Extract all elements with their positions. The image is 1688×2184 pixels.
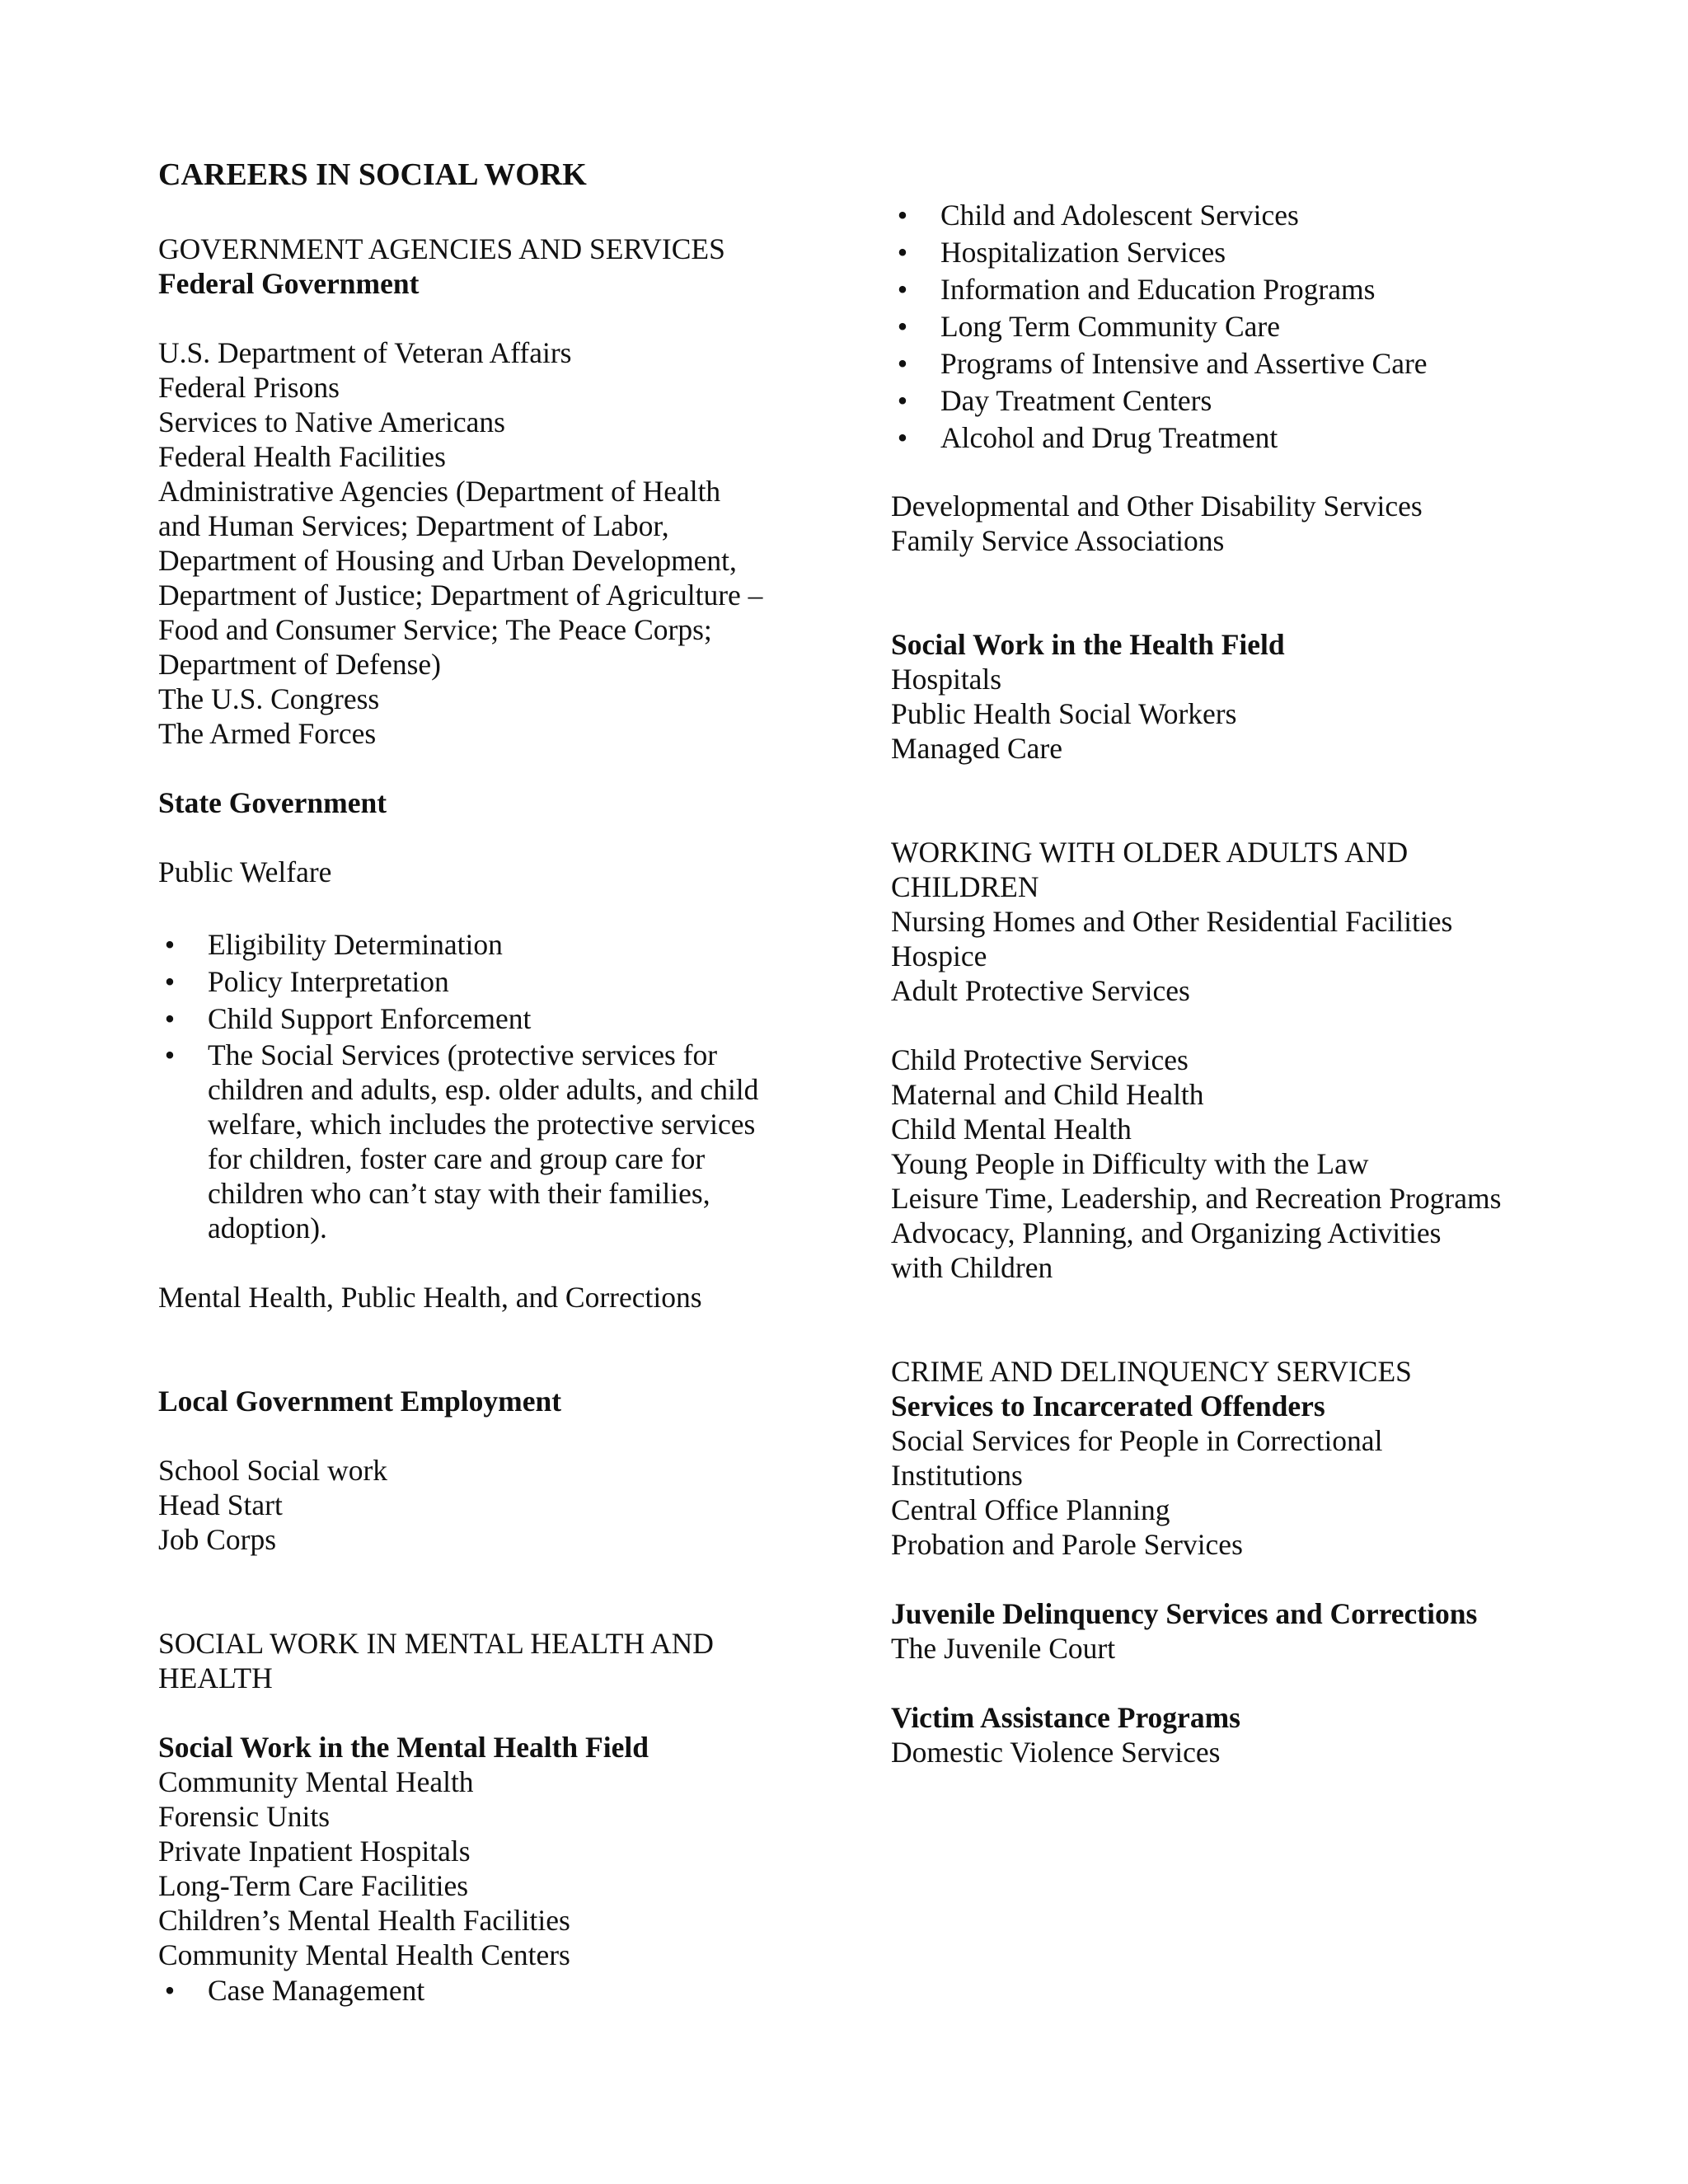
list-item: Child Protective Services [891,1043,1189,1076]
subsection-heading: Juvenile Delinquency Services and Corrections [891,1597,1478,1630]
list-item: The Juvenile Court [891,1632,1116,1665]
victim-section [891,1700,1240,1769]
juvenile-section [891,1596,1477,1666]
list-item: Federal Prisons [158,371,340,404]
government-section [158,232,725,301]
list-item: Leisure Time, Leadership, and Recreation Programs [891,1182,1502,1215]
list-item: Community Mental Health Centers [158,1938,570,1971]
mental-health-section-heading: SOCIAL WORK IN MENTAL HEALTH AND HEALTH [158,1627,714,1694]
list-item: Department of Housing and Urban Development, [158,544,737,577]
public-welfare: Public Welfare [158,855,332,888]
list-item: Central Office Planning [891,1493,1170,1526]
list-item: The Armed Forces [158,717,377,750]
bullet-icon: • [164,928,176,961]
bullet-item: • Child Support Enforcement [158,1001,758,1038]
subsection-heading: Services to Incarcerated Offenders [891,1390,1325,1422]
list-item: with Children [891,1251,1053,1284]
local-heading: Local Government Employment [158,1385,562,1418]
bullet-item: • The Social Services (protective services for children and adults, esp. older adults, and child welfare, which includes the protective services for children, foster care and group care for children who can’t stay with their families, adoption). [158,1038,758,1245]
bullet-item: • Case Management [158,1972,424,2009]
list-item: Long-Term Care Facilities [158,1869,469,1902]
list-item: Nursing Homes and Other Residential Facilities [891,905,1453,938]
list-item: Food and Consumer Service; The Peace Corps; [158,613,712,646]
bullet-item: • Day Treatment Centers [891,382,1428,419]
list-item: Child Mental Health [891,1113,1132,1146]
bullet-icon: • [897,236,908,269]
bullet-item: • Policy Interpretation [158,963,758,1001]
list-item: Services to Native Americans [158,405,505,438]
list-item: Adult Protective Services [891,974,1190,1007]
bullet-item: • Hospitalization Services [891,234,1428,271]
list-item: Maternal and Child Health [891,1078,1204,1111]
bullet-icon: • [164,1974,176,2007]
children-list [891,1043,1501,1285]
list-item: The U.S. Congress [158,682,380,715]
section-heading: GOVERNMENT AGENCIES AND SERVICES [158,232,725,265]
disability-family-list [891,489,1423,558]
bullet-icon: • [897,310,908,343]
bullet-icon: • [164,965,176,998]
subsection-heading: Social Work in the Mental Health Field [158,1731,649,1764]
list-item: Head Start [158,1488,283,1521]
list-item: Job Corps [158,1523,277,1556]
list-item: Family Service Associations [891,524,1225,557]
mental-health-bullet-list [891,197,1428,457]
bullet-icon: • [897,384,908,417]
bullet-item: • Information and Education Programs [891,271,1428,308]
federal-list [158,335,762,751]
older-adults-section [891,835,1452,1008]
page-title: CAREERS IN SOCIAL WORK [158,157,587,192]
list-item: Children’s Mental Health Facilities [158,1904,570,1937]
bullet-icon: • [897,347,908,380]
bullet-icon: • [164,1002,176,1035]
section-heading: CRIME AND DELINQUENCY SERVICES [891,1355,1412,1388]
list-item: Department of Defense) [158,648,442,681]
bullet-item: • Child and Adolescent Services [891,197,1428,234]
section-heading: CHILDREN [891,870,1039,903]
bullet-item: • Eligibility Determination [158,926,758,963]
bullet-icon: • [897,421,908,454]
case-management-list [158,1972,424,2009]
list-item: Private Inpatient Hospitals [158,1835,471,1868]
list-item: Public Health Social Workers [891,697,1237,730]
list-item: Institutions [891,1459,1023,1492]
list-item: School Social work [158,1454,388,1487]
list-item: Managed Care [891,732,1062,765]
section-heading: WORKING WITH OLDER ADULTS AND [891,836,1409,869]
bullet-icon: • [164,1038,176,1071]
bullet-item: • Long Term Community Care [891,308,1428,345]
list-item: Domestic Violence Services [891,1736,1221,1769]
bullet-icon: • [897,273,908,306]
list-item: Department of Justice; Department of Agriculture – [158,579,763,612]
list-item: Developmental and Other Disability Services [891,490,1423,523]
list-item: Forensic Units [158,1800,331,1833]
list-item: Federal Health Facilities [158,440,446,473]
bullet-icon: • [897,199,908,232]
list-item: Hospitals [891,663,1002,696]
mental-public-corrections: Mental Health, Public Health, and Corrections [158,1281,702,1314]
subsection-heading: Social Work in the Health Field [891,628,1285,661]
crime-section [891,1354,1412,1562]
subsection-heading: Federal Government [158,267,420,300]
welfare-bullet-list [158,926,758,1245]
bullet-item: • Programs of Intensive and Assertive Care [891,345,1428,382]
list-item: Hospice [891,940,987,972]
list-item: Advocacy, Planning, and Organizing Activities [891,1216,1442,1249]
list-item: Administrative Agencies (Department of Health [158,475,721,508]
list-item: Social Services for People in Correctional [891,1424,1383,1457]
list-item: U.S. Department of Veteran Affairs [158,336,572,369]
local-list [158,1453,387,1557]
bullet-item: • Alcohol and Drug Treatment [891,419,1428,457]
subsection-heading: Victim Assistance Programs [891,1701,1240,1734]
list-item: Young People in Difficulty with the Law [891,1147,1369,1180]
health-field [891,627,1285,766]
mental-health-field [158,1730,649,1972]
state-heading: State Government [158,786,387,819]
list-item: Community Mental Health [158,1765,474,1798]
list-item: Probation and Parole Services [891,1528,1243,1561]
list-item: and Human Services; Department of Labor, [158,509,669,542]
